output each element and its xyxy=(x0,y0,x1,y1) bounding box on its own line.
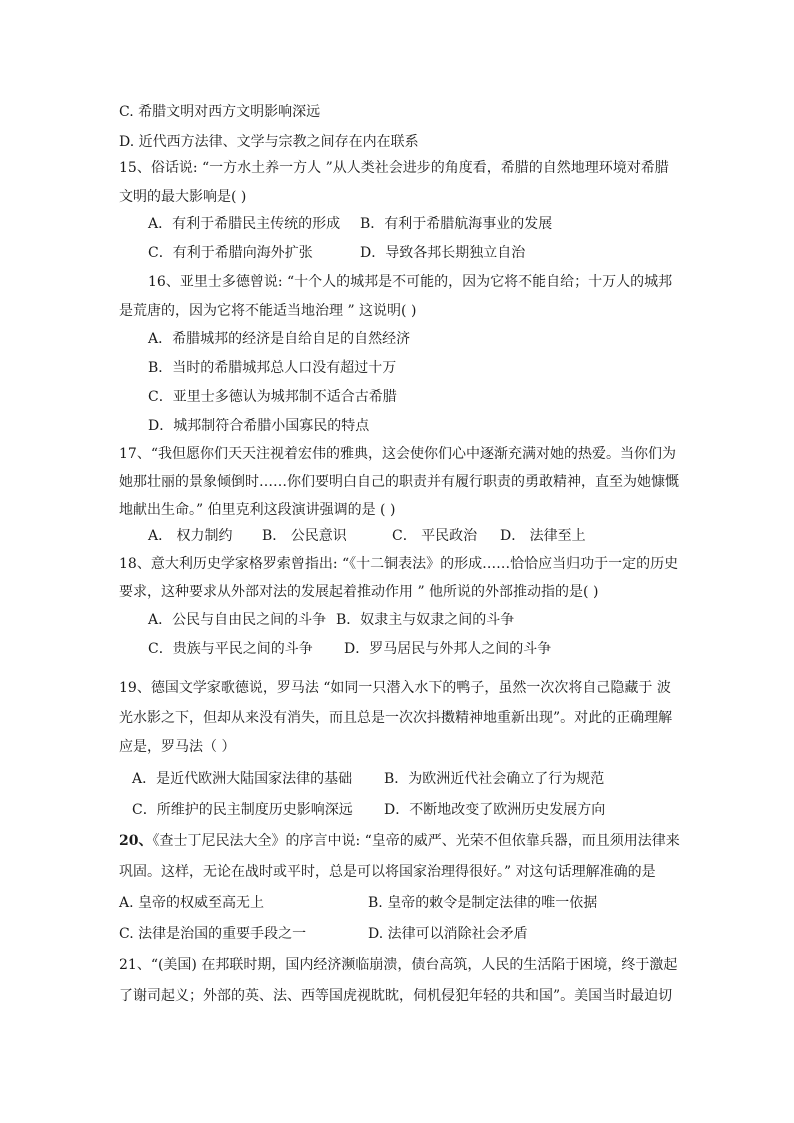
q15-stem-1: 15、俗话说: “一方水土养一方人 ”从人类社会进步的角度看，希腊的自然地理环境对希腊 xyxy=(119,160,669,176)
q15-option-a: A．有利于希腊民主传统的形成 xyxy=(148,216,341,232)
q16-option-b: B．当时的希腊城邦总人口没有超过十万 xyxy=(148,360,397,376)
q20-stem-2: 巩固。这样，无论在战时或平时，总是可以将国家治理得很好。” 对这句话理解准确的是 xyxy=(119,864,656,880)
q18-option-d: D．罗马居民与外邦人之间的斗争 xyxy=(344,641,552,657)
q15-option-d: D．导致各邦长期独立自治 xyxy=(360,245,526,261)
q17-stem-2: 她那壮丽的景象倾倒时……你们要明白自己的职责并有履行职责的勇敢精神，直至为她慷慨 xyxy=(119,474,679,490)
q16-stem-2: 是荒唐的，因为它将不能适当地治理 ” 这说明( ) xyxy=(119,303,417,319)
q18-option-c: C．贵族与平民之间的斗争 xyxy=(148,641,313,657)
q15-option-b: B．有利于希腊航海事业的发展 xyxy=(360,216,553,232)
q17-option-b: B． 公民意识 xyxy=(262,528,347,544)
q19-stem-3: 应是，罗马法（ ） xyxy=(119,739,236,755)
q20-stem-text: 《查士丁尼民法大全》的序言中说: “皇帝的威严、光荣不但依靠兵器，而且须用法律来 xyxy=(152,833,680,849)
q17-option-a: A． 权力制约 xyxy=(148,528,233,544)
line-option-d: D. 近代西方法律、文学与宗教之间存在内在联系 xyxy=(119,134,419,150)
q17-option-c: C． 平民政治 xyxy=(392,528,478,544)
q15-stem-2: 文明的最大影响是( ) xyxy=(119,189,247,205)
q20-number: 20、 xyxy=(119,833,153,849)
q15-option-c: C．有利于希腊向海外扩张 xyxy=(148,245,313,261)
q16-option-a: A．希腊城邦的经济是自给自足的自然经济 xyxy=(148,331,411,347)
q20-stem-1 xyxy=(119,831,680,851)
q20-option-a: A. 皇帝的权威至高无上 xyxy=(119,895,265,911)
q19-option-d: D．不断地改变了欧洲历史发展方向 xyxy=(384,802,606,818)
q20-option-d: D. 法律可以消除社会矛盾 xyxy=(368,926,528,942)
q16-stem-1: 16、亚里士多德曾说: “十个人的城邦是不可能的，因为它将不能自给；十万人的城邦 xyxy=(148,274,673,290)
q18-option-a: A．公民与自由民之间的斗争 xyxy=(148,612,327,628)
q19-option-b: B．为欧洲近代社会确立了行为规范 xyxy=(384,771,605,787)
q17-stem-3: 地献出生命。” 伯里克利这段演讲强调的是 ( ) xyxy=(119,502,396,518)
q18-stem-2: 要求，这种要求从外部对法的发展起着推动作用 ” 他所说的外部推动指的是( ) xyxy=(119,584,599,600)
q20-option-c: C. 法律是治国的重要手段之一 xyxy=(119,926,307,942)
q17-stem-1: 17、“我但愿你们天天注视着宏伟的雅典，这会使你们心中逐渐充满对她的热爱。当你们为 xyxy=(119,446,676,462)
q16-option-d: D．城邦制符合希腊小国寡民的特点 xyxy=(148,418,370,434)
q17-option-d: D． 法律至上 xyxy=(500,528,586,544)
q16-option-c: C．亚里士多德认为城邦制不适合古希腊 xyxy=(148,389,397,405)
q21-stem-1: 21、“(美国) 在邦联时期，国内经济濒临崩溃，债台高筑，人民的生活陷于困境，终于激起 xyxy=(119,957,678,973)
q19-stem-2: 光水影之下，但却从来没有消失，而且总是一次次抖擞精神地重新出现”。对此的正确理解 xyxy=(119,710,673,726)
q19-option-c: C．所维护的民主制度历史影响深远 xyxy=(132,802,353,818)
q21-stem-2: 了谢司起义；外部的英、法、西等国虎视眈眈，伺机侵犯年轻的共和国”。美国当时最迫切 xyxy=(119,988,673,1004)
q19-stem-1: 19、德国文学家歌德说，罗马法 “如同一只潜入水下的鸭子，虽然一次次将自己隐藏于 波 xyxy=(119,680,671,696)
q20-option-b: B. 皇帝的敕令是制定法律的唯一依据 xyxy=(368,895,598,911)
q18-stem-1: 18、意大利历史学家格罗索曾指出: “《十二铜表法》的形成……恰恰应当归功于一定的历史 xyxy=(119,556,679,572)
line-option-c: C. 希腊文明对西方文明影响深远 xyxy=(119,104,321,120)
q19-option-a: A．是近代欧洲大陆国家法律的基础 xyxy=(132,771,353,787)
q18-option-b: B．奴隶主与奴隶之间的斗争 xyxy=(336,612,515,628)
